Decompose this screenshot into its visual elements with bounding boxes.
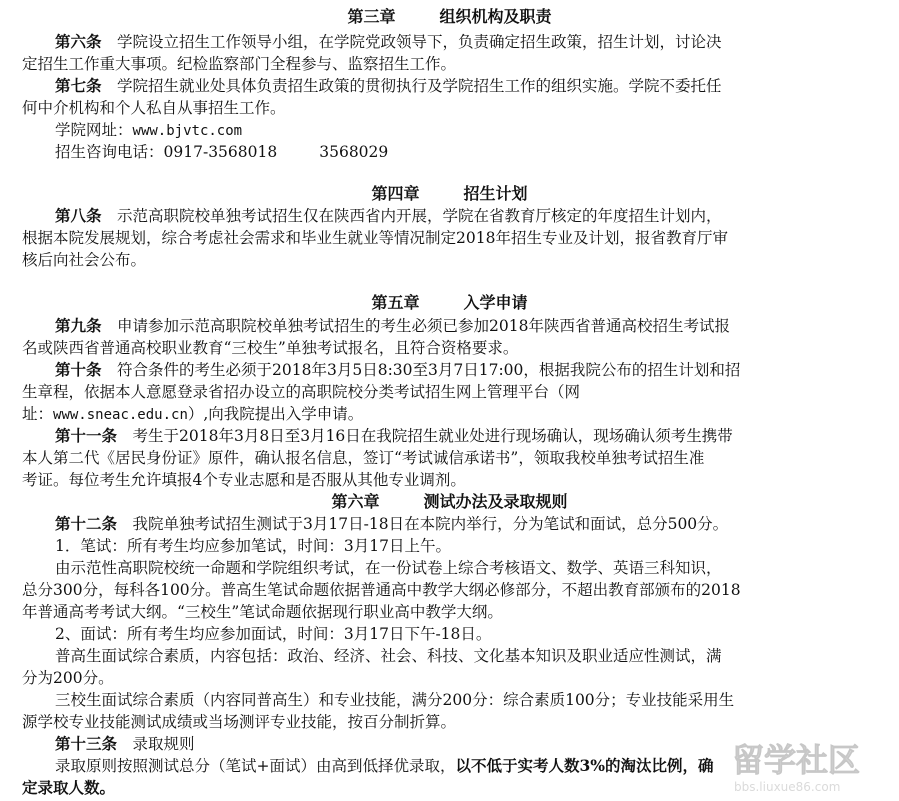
article-10-text-1: 符合条件的考生必须于2018年3月5日8:30至3月7日17:00，根据我院公布的招生计划和招 (117, 361, 741, 379)
article-6-line-2: 定招生工作重大事项。纪检监察部门全程参与、监察招生工作。 (22, 55, 457, 73)
article-13-line-2 (55, 755, 899, 777)
article-13-text-1: 录取原则按照测试总分（笔试+面试）由高到低择优录取， (55, 757, 456, 775)
article-13-text-bold: 以不低于实考人数3%的淘汰比例，确 (455, 756, 714, 775)
chapter-3-title: 组织机构及职责 (439, 7, 552, 26)
phone-number-2: 3568029 (319, 143, 389, 161)
article-11-line-3: 考证。每位考生允许填报4个专业志愿和是否服从其他专业调剂。 (22, 471, 466, 489)
article-8-label: 第八条 (55, 206, 102, 225)
article-10-text-3: ）,向我院提出入学申请。 (187, 405, 364, 423)
chapter-6-title: 测试办法及录取规则 (423, 492, 568, 511)
article-11-text-1: 考生于2018年3月8日至3月16日在我院招生就业处进行现场确认，现场确认须考生携带 (132, 427, 733, 445)
article-10-label: 第十条 (55, 360, 102, 379)
phone-line (55, 141, 899, 163)
phone-number-1: 0917-3568018 (163, 143, 278, 161)
article-8-line-1 (55, 205, 899, 227)
article-7-label: 第七条 (55, 76, 102, 95)
interview-line-5: 源学校专业技能测试成绩或当场测评专业技能，按百分制折算。 (22, 713, 457, 731)
article-6-label: 第六条 (55, 32, 102, 51)
article-10-url-label: 址： (22, 405, 54, 423)
watermark-text: 留学社区 (732, 741, 861, 779)
article-8-line-3: 核后向社会公布。 (22, 251, 147, 269)
interview-line-4: 三校生面试综合素质（内容同普高生）和专业技能，满分200分：综合素质100分；专业技能采用生 (55, 691, 735, 709)
interview-line-3: 分为200分。 (22, 669, 114, 687)
watermark-url: bbs.liuxue86.com (734, 780, 841, 794)
article-10-line-3 (22, 403, 899, 425)
chapter-6-number: 第六章 (331, 492, 380, 511)
article-6-text-1: 学院设立招生工作领导小组，在学院党政领导下，负责确定招生政策，招生计划，讨论决 (117, 33, 722, 51)
article-9-text-1: 申请参加示范高职院校单独考试招生的考生必须已参加2018年陕西省普通高校招生考试报 (117, 317, 730, 335)
article-9-label: 第九条 (55, 316, 102, 335)
article-7-line-2: 何中介机构和个人私自从事招生工作。 (22, 99, 286, 117)
chapter-4-heading (0, 183, 899, 205)
chapter-3-number: 第三章 (347, 7, 396, 26)
chapter-6-heading (0, 491, 899, 513)
article-10-url: www.sneac.edu.cn (53, 407, 188, 423)
article-13-title: 录取规则 (132, 735, 195, 753)
article-8-text-1: 示范高职院校单独考试招生仅在陕西省内开展，学院在省教育厅核定的年度招生计划内， (117, 207, 722, 225)
written-test-line-4: 年普通高考考试大纲。“三校生”笔试命题依据现行职业高中教学大纲。 (22, 603, 503, 621)
article-7-text-1: 学院招生就业处具体负责招生政策的贯彻执行及学院招生工作的组织实施。学院不委托任 (117, 77, 722, 95)
website-url: www.bjvtc.com (132, 123, 243, 139)
article-13-line-3: 定录取人数。 (22, 778, 116, 797)
article-10-line-1 (55, 359, 899, 381)
website-label: 学院网址： (55, 121, 133, 139)
article-11-line-2: 本人第二代《居民身份证》原件，确认报名信息，签订“考试诚信承诺书”，领取我校单独考试招生准 (22, 449, 705, 467)
article-6-line-1 (55, 31, 899, 53)
article-10-line-2: 生章程，依据本人意愿登录省招办设立的高职院校分类考试招生网上管理平台（网 (22, 383, 581, 401)
article-13-label: 第十三条 (55, 734, 118, 753)
article-7-line-1 (55, 75, 899, 97)
article-9-line-1 (55, 315, 899, 337)
chapter-5-title: 入学申请 (463, 293, 528, 312)
website-line (55, 119, 899, 141)
written-test-line-3: 总分300分，每科各100分。普高生笔试命题依据普通高中教学大纲必修部分，不超出教育部颁布的2018 (22, 581, 741, 599)
chapter-5-number: 第五章 (371, 293, 420, 312)
written-test-line-2: 由示范性高职院校统一命题和学院组织考试，在一份试卷上综合考核语文、数学、英语三科知识， (55, 559, 722, 577)
article-12-label: 第十二条 (55, 514, 118, 533)
interview-line-2: 普高生面试综合素质，内容包括：政治、经济、社会、科技、文化基本知识及职业适应性测试，满 (55, 647, 722, 665)
article-11-line-1 (55, 425, 899, 447)
article-9-line-2: 名或陕西省普通高校职业教育“三校生”单独考试报名，且符合资格要求。 (22, 339, 519, 357)
phone-label: 招生咨询电话： (55, 143, 164, 161)
written-test-line-1: 1．笔试：所有考生均应参加笔试，时间：3月17日上午。 (55, 537, 451, 555)
article-11-label: 第十一条 (55, 426, 118, 445)
chapter-3-heading (0, 6, 899, 28)
article-12-text-1: 我院单独考试招生测试于3月17日-18日在本院内举行，分为笔试和面试，总分500分。 (132, 515, 729, 533)
chapter-5-heading (0, 292, 899, 314)
article-13-line-1 (55, 733, 899, 755)
interview-line-1: 2、面试：所有考生均应参加面试，时间：3月17日下午-18日。 (55, 625, 492, 643)
article-8-line-2: 根据本院发展规划，综合考虑社会需求和毕业生就业等情况制定2018年招生专业及计划，报省教育厅审 (22, 229, 728, 247)
article-12-line-1 (55, 513, 899, 535)
chapter-4-number: 第四章 (371, 184, 420, 203)
chapter-4-title: 招生计划 (463, 184, 528, 203)
